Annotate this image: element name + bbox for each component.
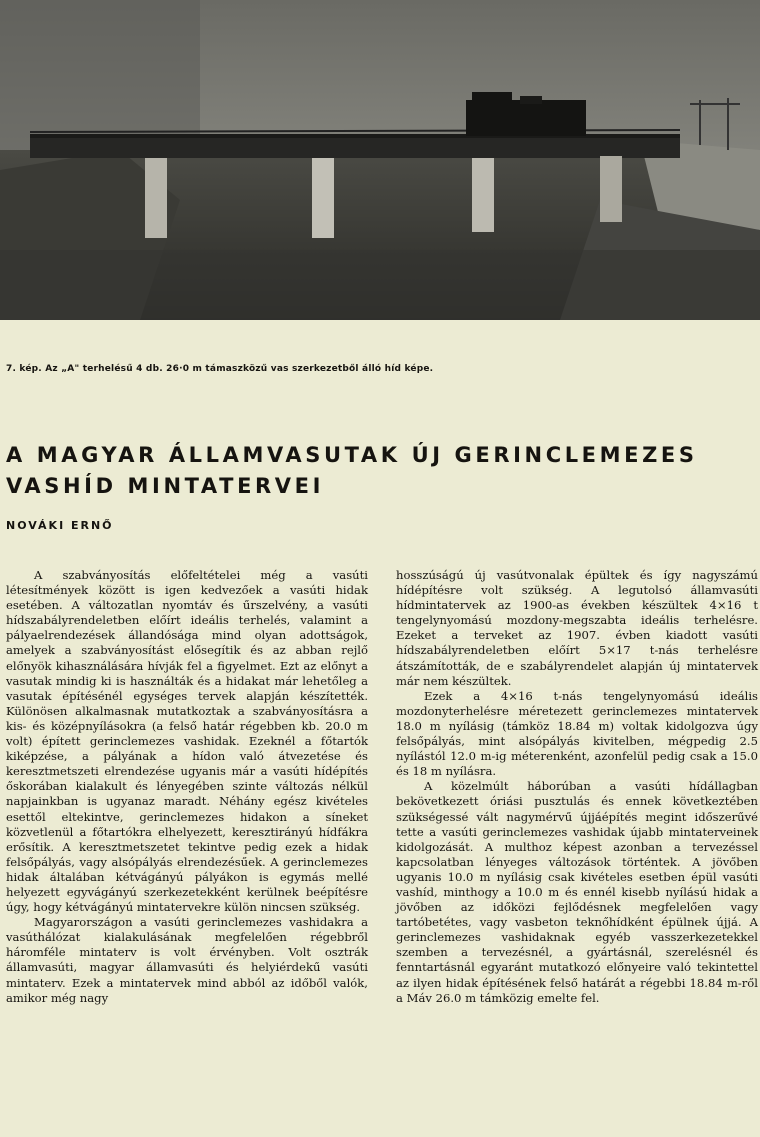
- paragraph: A közelmúlt háborúban a vasúti hídállagban bekövetkezett óriási pusztulás és ennek következtében szükségessé vált nagymérvű újjáépítés megint időszerűvé tette a vasúti gerinclemezes vashidak újabb mintaterveinek kidolgozását. A multhoz képest azonban a tervezéssel kapcsolatban lényeges változások történtek. A jövőben ugyanis 10.0 m nyílásig csak kivételes esetben épül vasúti vashíd, minthogy a 10.0 m és ennél kisebb nyílású hidak a jövőben az időközi fejlődésnek megfelelően vagy tartóbetétes, vagy vasbeton teknőhídként épülnek újjá. A gerinclemezes vashidaknak egyéb vasszerkezetekkel szemben a tervezésnél, a gyártásnál, szerelésnél és fenntartásnál egyaránt mutatkozó előnyeire való tekintettel az ilyen hidak építésének felső határát a régebbi 18.84 m-ről a Máv 26.0 m támközig emelte fel.: [396, 779, 758, 1005]
- article-author: NOVÁKI ERNŐ: [6, 519, 114, 532]
- bridge-photo: [0, 0, 760, 320]
- paragraph: A szabványosítás előfeltételei még a vasúti létesítmények között is igen kedvezőek a vasúti hidak esetében. A változatlan nyomtáv és űrszelvény, a vasúti hídszabályrendeletben előírt ideális terhelés, valamint a pályaelrendezések állandósága mind olyan adottságok, amelyek a szabványosítást elősegítik és az abban rejlő előnyök kihasználására hívják fel a figyelmet. Ezt az előnyt a vasutak mindig ki is használták és a hidakat már lehetőleg a vasutak építésénél egységes tervek alapján készítették. Különösen alkalmasnak mutatkoztak a szabványosításra a kis- és középnyílásokra (a felső határ régebben kb. 20.0 m volt) épített gerinclemezes vashidak. Ezeknél a főtartók kiképzése, a pályának a hídon való átvezetése és keresztmetszeti elrendezése ugyanis már a vasúti hídépítés őskorában kialakult és lényegében szinte változás nélkül napjainkban is ugyanaz maradt. Néhány egész kivételes esettől eltekintve, gerinclemezes hidakon a síneket közvetlenül a főtartókra elhelyezett, keresztirányú hídfákra erősítik. A keresztmetszetet tekintve pedig ezek a hidak felsőpályás, vagy alsópályás elrendezésűek. A gerinclemezes hidak általában kétvágányú pályákon is egymás mellé helyezett egyvágányú szerkezetekként kerülnek beépítésre úgy, hogy kétvágányú mintatervekre külön nincsen szükség.: [6, 568, 368, 915]
- article-column-left: [6, 568, 368, 1006]
- article-column-right: [396, 568, 758, 1006]
- paragraph: Magyarországon a vasúti gerinclemezes vashidakra a vasúthálózat kialakulásának megfelelően régebbről háromféle mintaterv is volt érvényben. Volt osztrák államvasúti, magyar államvasúti és helyiérdekű vasúti mintaterv. Ezek a mintatervek mind abból az időből valók, amikor még nagy: [6, 915, 368, 1005]
- paragraph: Ezek a 4×16 t-nás tengelynyomású ideális mozdonyterhelésre méretezett gerinclemezes mintatervek 18.0 m nyílásig (támköz 18.84 m) voltak kidolgozva úgy felsőpályás, mint alsópályás kivitelben, mégpedig 2.5 nyílástól 12.0 m-ig méterenként, azonfelül pedig csak a 15.0 és 18 m nyílásra.: [396, 688, 758, 779]
- figure-caption: 7. kép. Az „A" terhelésű 4 db. 26·0 m támaszközű vas szerkezetből álló híd képe.: [6, 364, 434, 374]
- article-title: A MAGYAR ÁLLAMVASUTAK ÚJ GERINCLEMEZES VASHÍD MINTATERVEI: [6, 443, 698, 498]
- paragraph: hosszúságú új vasútvonalak épültek és így nagyszámú hídépítésre volt szükség. A legutolsó államvasúti hídmintatervek az 1900-as években készültek 4×16 t tengelynyomású mozdony-megszabta ideális terhelésre. Ezeket a terveket az 1907. évben kiadott vasúti hídszabályrendeletben előírt 5×17 t-nás terhelésre átszámították, de e szabályrendelet alapján új mintatervek már nem készültek.: [396, 568, 758, 688]
